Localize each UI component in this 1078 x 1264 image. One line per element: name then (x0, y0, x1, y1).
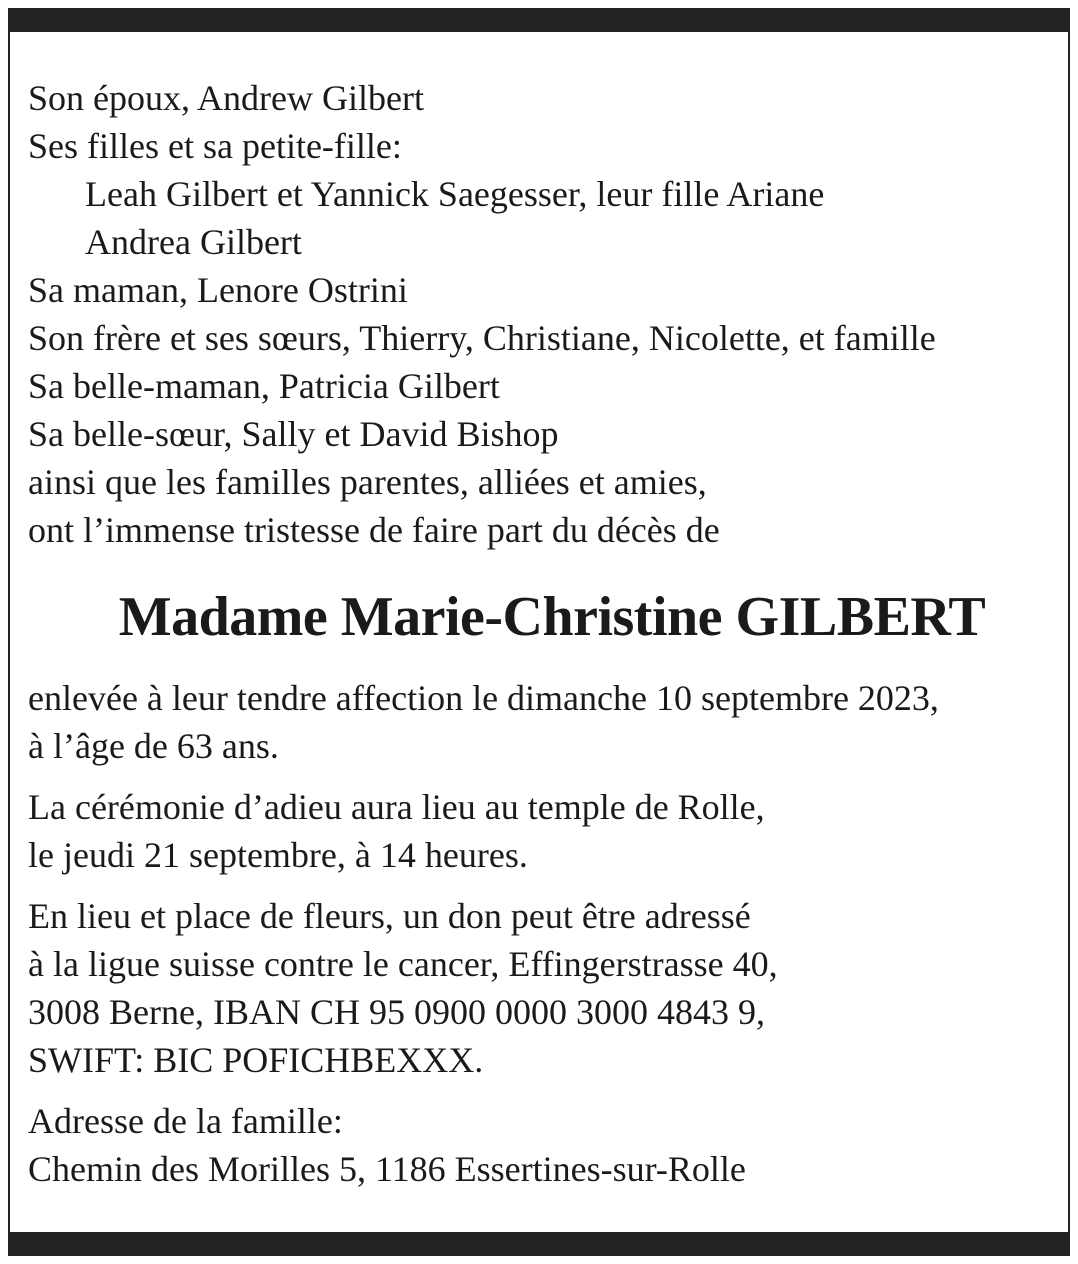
ceremony-place-line: La cérémonie d’adieu aura lieu au temple de Rolle, (28, 787, 765, 827)
donation-line-3: 3008 Berne, IBAN CH 95 0900 0000 3000 4843 9, (28, 992, 765, 1032)
family-line-daughter-leah: Leah Gilbert et Yannick Saegesser, leur fille Ariane (85, 174, 825, 214)
family-line-sister-in-law: Sa belle-sœur, Sally et David Bishop (28, 414, 559, 454)
donation-line-2: à la ligue suisse contre le cancer, Effingerstrasse 40, (28, 944, 778, 984)
family-line-daughter-andrea: Andrea Gilbert (85, 222, 302, 262)
bottom-border-bar (10, 1232, 1068, 1256)
family-line-mother-in-law: Sa belle-maman, Patricia Gilbert (28, 366, 500, 406)
top-border-bar (10, 8, 1068, 32)
obituary-notice (8, 8, 1070, 1256)
family-line-siblings: Son frère et ses sœurs, Thierry, Christiane, Nicolette, et famille (28, 318, 936, 358)
family-address (28, 1097, 1058, 1193)
notice-content (28, 74, 1058, 1193)
family-line-husband: Son époux, Andrew Gilbert (28, 78, 424, 118)
death-date-line: enlevée à leur tendre affection le dimanche 10 septembre 2023, (28, 678, 939, 718)
family-line-announcement: ont l’immense tristesse de faire part du décès de (28, 510, 720, 550)
family-address-heading: Adresse de la famille: (28, 1101, 343, 1141)
death-age-line: à l’âge de 63 ans. (28, 726, 279, 766)
family-address-line: Chemin des Morilles 5, 1186 Essertines-sur-Rolle (28, 1149, 746, 1189)
donation-line-1: En lieu et place de fleurs, un don peut être adressé (28, 896, 751, 936)
ceremony-time-line: le jeudi 21 septembre, à 14 heures. (28, 835, 528, 875)
family-line-relatives: ainsi que les familles parentes, alliées et amies, (28, 462, 707, 502)
deceased-name: Madame Marie-Christine GILBERT (118, 586, 986, 648)
family-line-daughters-heading: Ses filles et sa petite-fille: (28, 126, 402, 166)
family-list (28, 74, 1058, 554)
death-info (28, 674, 1058, 770)
donation-line-4: SWIFT: BIC POFICHBEXXX. (28, 1040, 484, 1080)
donation-info (28, 892, 1058, 1084)
ceremony-info (28, 783, 1058, 879)
family-line-mother: Sa maman, Lenore Ostrini (28, 270, 408, 310)
